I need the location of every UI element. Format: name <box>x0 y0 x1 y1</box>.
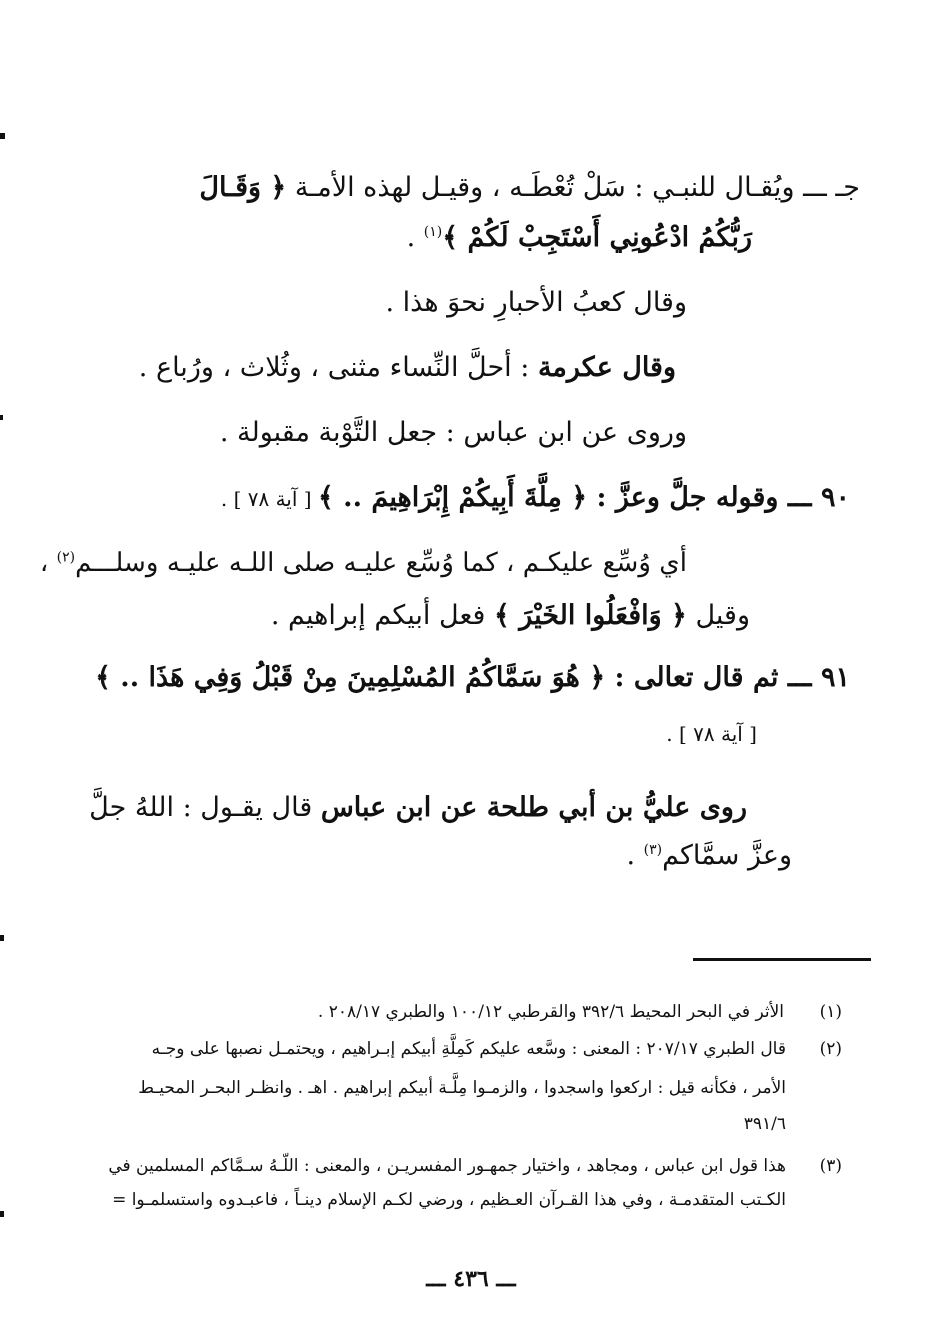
paragraph-6-line-2 <box>271 588 750 644</box>
footnote-line: هذا قول ابن عباس ، ومجاهد ، واختيار جمهـور المفسريـن ، والمعنى : اللّـهُ سـمَّاكم المسلمين في <box>108 1156 786 1176</box>
footnote-number: (١) <box>819 1002 842 1022</box>
footnote-ref: (٣) <box>643 842 663 858</box>
speaker-name: وقال عكرمة <box>537 352 676 383</box>
paragraph-6 <box>40 535 687 591</box>
paragraph-6-text: أي وُسِّع عليكـم ، كما وُسِّع عليـه صلى اللـه عليـه وسلـــم <box>75 548 687 578</box>
footnote-ref: (٢) <box>56 549 76 566</box>
punctuation: . <box>626 840 644 871</box>
footnote-3-line-2 <box>112 1186 786 1215</box>
punctuation: ، <box>39 548 57 578</box>
paragraph-3-text: : أحلَّ النِّساء مثنى ، وثُلاث ، ورُباع . <box>138 352 538 383</box>
paragraph-4-text: وروى عن ابن عباس : جعل التَّوْبة مقبولة . <box>219 417 687 448</box>
footnote-1 <box>318 998 842 1027</box>
paragraph-8-text: وعزَّ سمَّاكم <box>662 840 792 871</box>
quran-quote: ﴿ وَقَـالَ <box>199 172 287 203</box>
page-number: ـــ ٤٣٦ ـــ <box>426 1266 516 1292</box>
footnote-2-line-2 <box>138 1074 786 1103</box>
paragraph-6-text: وقيل <box>686 600 750 631</box>
footnote-ref: (١) <box>423 224 443 240</box>
quran-quote: ﴿ هُوَ سَمَّاكُمُ المُسْلِمِينَ مِنْ قَبْلُ وَفِي هَذَا .. ﴾ <box>95 662 606 693</box>
paragraph-6-text: فعل أبيكم إبراهيم . <box>270 600 494 631</box>
paragraph-1-text: جـ ـــ ويُقـال للنبـي : سَلْ تُعْطَـه ، وقيـل لهذه الأمـة <box>294 172 860 203</box>
paragraph-1 <box>199 160 860 216</box>
item-90-heading: ٩٠ ـــ وقوله جلَّ وعزَّ : <box>587 482 850 513</box>
paragraph-4 <box>220 405 687 461</box>
footnote-line: الكـتب المتقدمـة ، وفي هذا القـرآن العـظيم ، ورضي لكـم الإسلام دينـاً ، فاعبـدوه واستسلمـوا = <box>112 1190 786 1210</box>
footnote-line: الأثر في البحر المحيط ٣٩٢/٦ والقرطبي ١٠٠/١٢ والطبري ٢٠٨/١٧ . <box>317 1002 784 1022</box>
quran-quote: ﴿ مِلَّةَ أَبِيكُمْ إِبْرَاهِيمَ .. ﴾ <box>317 482 588 513</box>
footnote-number: (٣) <box>819 1156 842 1176</box>
narrator-chain: روى عليُّ بن أبي طلحة عن ابن عباس <box>320 792 747 823</box>
paragraph-2 <box>386 275 687 331</box>
paragraph-3 <box>139 340 676 396</box>
scan-mark <box>0 1211 4 1217</box>
punctuation: . <box>406 222 424 253</box>
item-91 <box>95 650 850 706</box>
footnote-2-line-3 <box>744 1110 786 1139</box>
verse-ref: [ آية ٧٨ ] . <box>666 722 757 746</box>
paragraph-2-text: وقال كعبُ الأحبارِ نحوَ هذا . <box>385 287 687 318</box>
quran-quote: رَبُّكُمُ ادْعُونِي أَسْتَجِبْ لَكُمْ ﴾ <box>442 222 752 253</box>
scan-mark <box>0 133 5 139</box>
item-91-ref <box>666 705 757 762</box>
paragraph-1-line-2 <box>407 210 752 266</box>
scan-mark <box>0 935 4 941</box>
scan-mark <box>0 415 3 420</box>
item-90 <box>221 470 850 527</box>
footnote-line: ٣٩١/٦ <box>743 1114 786 1134</box>
footnote-line: الأمر ، فكأنه قيل : اركعوا واسجدوا ، والزمـوا مِلَّـة أبيكم إبراهيم . اهـ . وانظـر البحـر المحيـط <box>138 1078 786 1098</box>
quran-quote: ﴿ وَافْعَلُوا الخَيْرَ ﴾ <box>493 600 687 631</box>
footnote-number: (٢) <box>819 1039 842 1059</box>
verse-ref: [ آية ٧٨ ] . <box>220 487 318 511</box>
footnote-separator <box>693 958 871 961</box>
paragraph-8-line-2 <box>626 828 792 884</box>
paragraph-8-text: قال يقـول : اللهُ جلَّ <box>89 792 321 823</box>
footnote-2 <box>152 1035 842 1064</box>
footnote-3 <box>108 1152 842 1181</box>
item-91-heading: ٩١ ـــ ثم قال تعالى : <box>605 662 850 693</box>
footnote-line: قال الطبري ٢٠٧/١٧ : المعنى : وسَّعه عليكم كَمِلَّةِ أبيكم إبـراهيم ، ويحتمـل نصبها على وجـه <box>151 1039 786 1059</box>
